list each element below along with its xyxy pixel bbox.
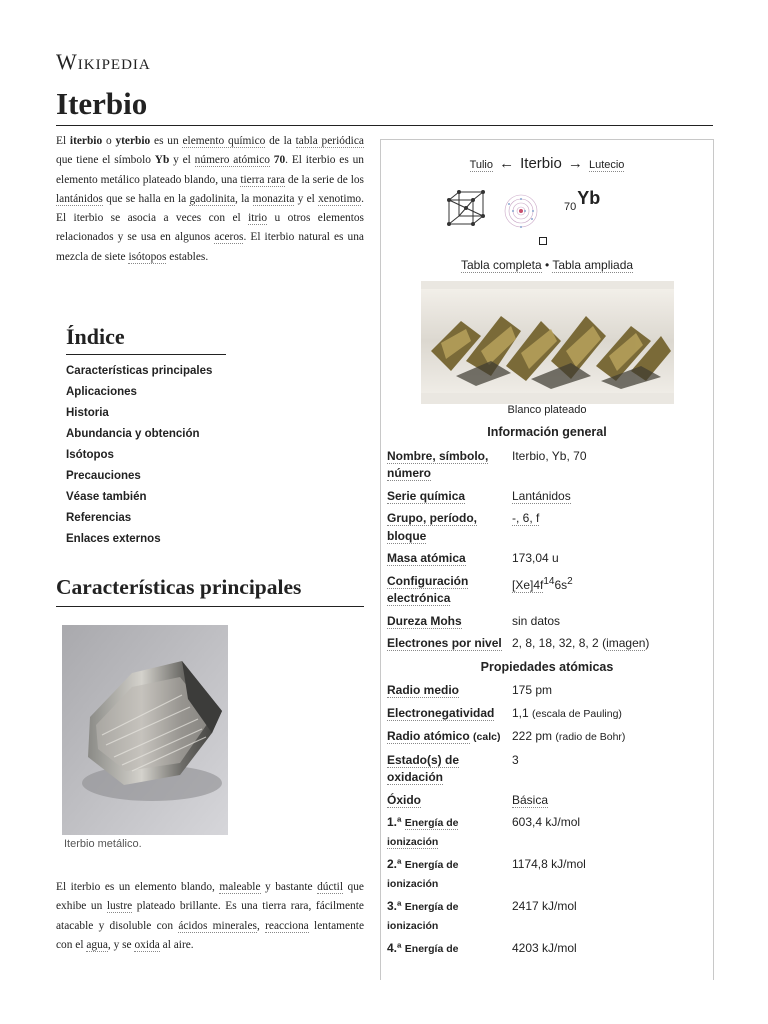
table-row: 4.ª Energía de 4203 kJ/mol [387,941,577,955]
link-reacciona[interactable]: reacciona [265,919,309,932]
section-heading: Características principales [56,575,302,599]
wikipedia-wordmark[interactable]: Wikipedia [56,49,151,74]
sample-caption: Blanco plateado [507,404,587,416]
table-row: Óxido Básica [387,792,549,807]
link-agua[interactable]: agua [86,938,108,951]
current-element: Iterbio [520,155,562,172]
table-of-contents [66,324,236,550]
table-row: Configuración electrónica $[Xe]4f^{14}6s^2$ [387,573,573,605]
properties-table [387,421,707,962]
toc-title: Índice [66,324,226,355]
next-element-link[interactable]: Lutecio [588,159,625,171]
link-itrio[interactable]: itrio [248,212,268,225]
atomic-number: 70 [564,201,577,213]
toc-item[interactable]: Aplicaciones [66,386,137,398]
element-symbol: $_{70}$Yb [564,188,601,213]
toc-item[interactable]: Isótopos [66,449,114,461]
link-isotopos[interactable]: isótopos [128,250,167,263]
arrow-left-icon: ← [499,155,515,172]
link-monazita[interactable]: monazita [252,192,295,205]
link-elemento-quimico[interactable]: elemento químico [182,135,266,147]
table-row: Nombre, símbolo, número Iterbio, Yb, 70 [387,448,587,480]
ytterbium-metal-image[interactable] [62,625,228,835]
link-tierra-rara[interactable]: tierra rara [240,173,285,186]
header-general: Información general [487,425,607,439]
table-row: Radio medio 175 pm [387,683,553,697]
toc-item[interactable]: Véase también [66,491,147,503]
prev-element-link[interactable]: Tulio [469,159,493,171]
toc-item[interactable]: Precauciones [66,470,141,482]
title-divider [56,125,713,126]
link-lantanidos[interactable]: lantánidos [56,192,103,205]
table-row: Radio atómico (calc) 222 pm (radio de Bohr) [387,729,626,743]
intro-paragraph: El iterbio o yterbio es un elemento químico de la tabla periódica que tiene el símbolo Yb y el número atómico 70. El iterbio es un elemento metálico plateado blando, una tierra rara de la serie de los lantánidos que se halla en la gadolinita, la monazita y el xenotimo. El iterbio se asocia a veces con el itrio u otros elementos relacionados y se usa en algunos aceros. El iterbio natural es una mezcla de siete isótopos estables. [56,135,364,263]
image-caption: Iterbio metálico. [64,838,142,850]
table-row: Estado(s) de oxidación 3 [387,752,519,784]
table-row: Grupo, período, bloque -, 6, f [387,511,540,543]
toc-item[interactable]: Enlaces externos [66,533,161,545]
element-navigation [381,155,713,172]
table-row: Masa atómica 173,04 u [387,551,559,565]
section-divider [56,606,364,607]
link-oxida[interactable]: oxida [134,938,160,951]
link-numero-atomico[interactable]: número atómico [194,154,270,167]
table-row: Electrones por nivel 2, 8, 18, 32, 8, 2 (imagen) [387,636,650,650]
ytterbium-sample-image[interactable] [421,281,674,404]
link-acidos-minerales[interactable]: ácidos minerales [178,919,257,932]
link-tabla-periodica[interactable]: tabla periódica [295,135,364,147]
link-lustre[interactable]: lustre [106,900,133,913]
table-row: 3.ª Energía de ionización 2417 kJ/mol [387,899,577,932]
table-row: 1.ª Energía de ionización 603,4 kJ/mol [387,815,581,848]
element-infobox [380,139,714,980]
table-links: Tabla completa • Tabla ampliada [460,258,634,272]
link-aceros[interactable]: aceros [214,231,244,244]
link-ductil[interactable]: dúctil [317,881,344,893]
table-row: Dureza Mohs sin datos [387,613,561,628]
toc-item[interactable]: Características principales [66,365,213,377]
toc-item[interactable]: Referencias [66,512,132,524]
periodic-position-icon [539,237,547,245]
link-xenotimo[interactable]: xenotimo [318,192,362,205]
toc-item[interactable]: Historia [66,407,109,419]
crystal-structure-icon[interactable] [445,190,489,228]
table-row: Electronegatividad 1,1 (escala de Pauling) [387,705,622,720]
page-title: Iterbio [56,86,148,121]
table-row: Serie química Lantánidos [387,488,571,503]
electron-shell-icon[interactable] [499,192,543,230]
link-maleable[interactable]: maleable [219,881,261,893]
table-row: 2.ª Energía de ionización 1174,8 kJ/mol [387,857,586,890]
tabla-ampliada-link[interactable]: Tabla ampliada [552,258,634,272]
header-atomic: Propiedades atómicas [480,659,614,674]
section-paragraph: El iterbio es un elemento blando, maleable y bastante dúctil que exhibe un lustre plateado brillante. Es una tierra rara, fácilmente atacable y disoluble con ácidos minerales, reacciona lentamente con el agua, y se oxida al aire. [56,881,364,951]
imagen-link[interactable]: imagen [606,636,646,650]
tabla-completa-link[interactable]: Tabla completa [460,258,542,272]
arrow-right-icon: → [567,155,583,172]
link-gadolinita[interactable]: gadolinita [189,192,236,205]
toc-item[interactable]: Abundancia y obtención [66,428,200,440]
